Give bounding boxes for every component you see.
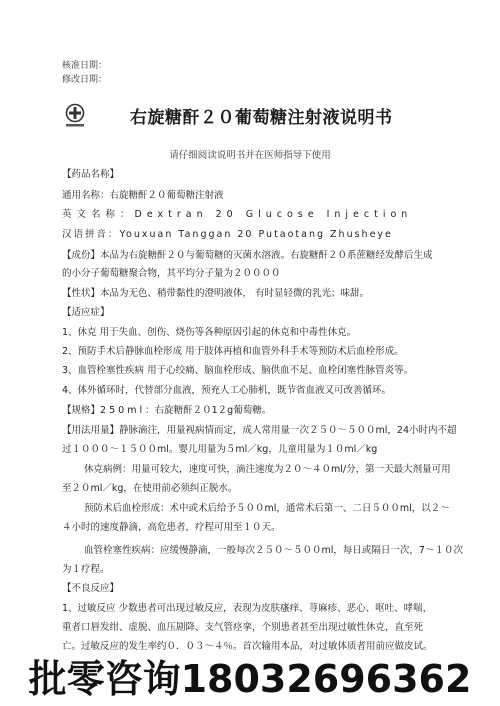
indications-header: 【适应症】 [62, 307, 110, 318]
indication-2: 2、预防手术后静脉血栓形成 用于肢体再植和血管外科手术等预防术后血栓形成。 [62, 346, 404, 357]
specification-line: 【规格】2 5 0 m l ：右旋糖酐２０1２g葡萄糖。 [62, 405, 272, 416]
dosage-line-4: 至２０ml／kg，在使用前必须纠正脱水。 [62, 483, 238, 494]
indication-1: 1、休克 用于失血、创伤、烧伤等各种原因引起的休克和中毒性休克。 [62, 327, 357, 338]
adverse-line-2: 重者口唇发绀、虚脱、血压剧降、支气管痉挛，个别患者甚至出现过敏性休克，直至死 [62, 622, 424, 633]
dosage-line-3: 休克病例：用量可较大，速度可快，滴注速度为２０～４０ml/分，第一天最大剂量可用 [84, 464, 451, 475]
indication-4: 4、体外循环时，代替部分血液，预充人工心肺机，既节省血液又可改善循环。 [62, 385, 392, 396]
drug-name-header: 【药品名称】 [62, 169, 120, 180]
generic-name: 通用名称：右旋糖酐２０葡萄糖注射液 [62, 190, 224, 201]
company-logo-icon [64, 103, 86, 129]
dosage-line-7: 血管栓塞性疾病：应缓慢静滴，一般每次２５０～５００ml，每日或隔日一次，7～１０次 [84, 545, 463, 556]
dosage-line-8: 为１疗程。 [62, 564, 110, 575]
english-name: 英文名称：Dextran 20 Glucose Injection [62, 209, 413, 220]
dosage-line-1: 【用法用量】静脉滴注，用量视病情而定，成人常用量一次２５０～５００ml，24小时内不超 [62, 425, 457, 436]
adverse-line-1: 1、过敏反应 少数患者可出现过敏反应，表现为皮肤瘙痒、荨麻疹、恶心、呕吐、哮喘， [62, 603, 433, 614]
composition-line-1: 【成份】本品为右旋糖酐２０与葡萄糖的灭菌水溶液。右旋糖酐２０系蔗糖经发酵后生成 [62, 250, 433, 261]
composition-line-2: 的小分子葡萄糖聚合物，其平均分子量为２００００ [62, 268, 281, 279]
contact-watermark: 批零咨询18032696362 [28, 657, 472, 701]
document-title: 右旋糖酐２０葡萄糖注射液说明书 [130, 108, 393, 128]
revision-date-label: 修改日期： [62, 75, 108, 85]
indication-3: 3、血管栓塞性疾病 用于心绞痛、脑血栓形成、脑供血不足、血栓闭塞性脉管炎等。 [62, 365, 414, 376]
dosage-line-2: 过１０００～１５００ml。婴儿用量为５ml／kg，儿童用量为１０ml／kg [62, 444, 378, 455]
dosage-line-6: ４小时的速度静滴，高危患者，疗程可用至１０天。 [62, 522, 281, 533]
approval-date-label: 核准日期： [62, 61, 108, 71]
pinyin-name: 汉语拼音：Youxuan Tanggan 20 Putaotang Zhusheye [62, 229, 393, 240]
properties-line: 【性状】本品为无色、稍带黏性的澄明液体， 有时显轻微的乳光；味甜。 [62, 288, 370, 299]
adverse-line-3: 亡。过敏反应的发生率约０．０３～４％。首次输用本品，对过敏体质者用前应做皮试。 [62, 641, 433, 652]
adverse-header: 【不良反应】 [62, 583, 120, 594]
document-subtitle: 请仔细阅读说明书并在医师指导下使用 [169, 150, 331, 161]
dosage-line-5: 预防术后血栓形成：术中或术后给予５００ml，通常术后第一、二日５００ml，以２～ [84, 503, 450, 514]
